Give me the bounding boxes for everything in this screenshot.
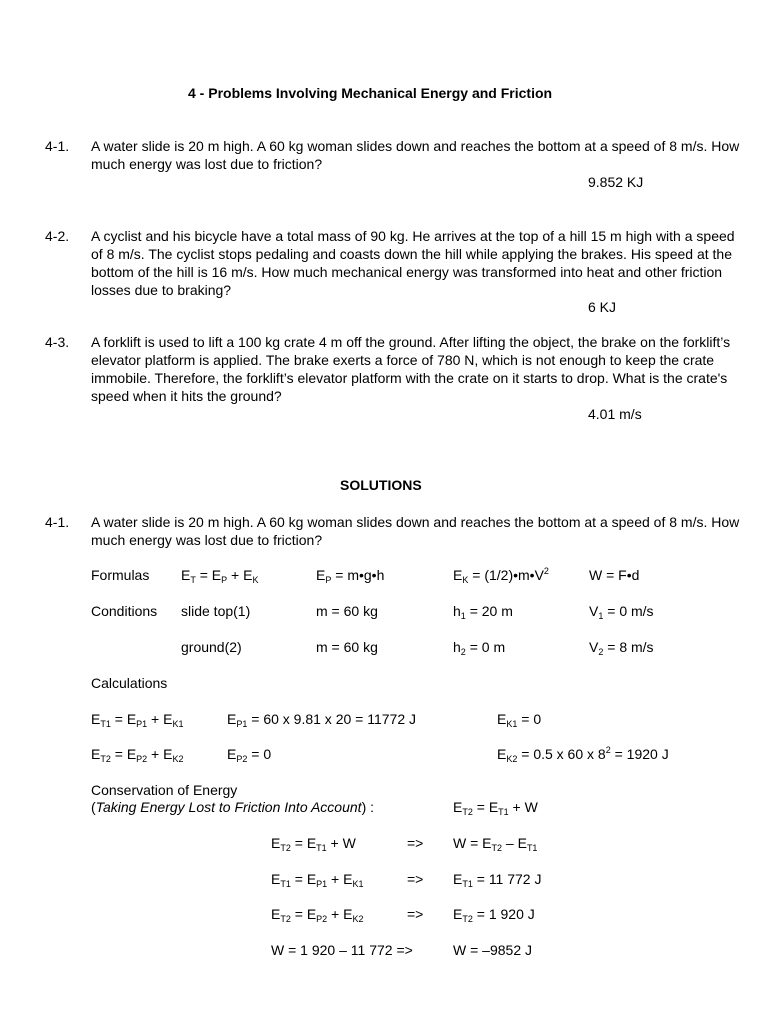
implies-arrow: => xyxy=(407,906,424,922)
derivation-right: $W = E_{T2} - E_{T1}$ xyxy=(453,835,538,853)
ep1-calculation: $E_{P1} = 60$ x 9.81 x 20 = 11772 J xyxy=(227,711,417,729)
problem-text: A cyclist and his bicycle have a total mass of 90 kg. He arrives at the top of a hill 15 m high with a speed of 8 m/s. The cyclist stops pedaling and coasts down the hill while applying the brakes. His speed at the bottom of the hill is 16 m/s. How much mechanical energy was transformed into heat and other friction losses due to braking? xyxy=(91,228,735,298)
derivation-right: $E_{T1} = 11$ 772 J xyxy=(453,871,542,889)
derivation-left: $E_{T2} = E_{P2} + E_{K2}$ xyxy=(271,906,364,924)
work-formula: W = F•d xyxy=(589,567,640,583)
solutions-heading: SOLUTIONS xyxy=(340,477,422,493)
et1-equation: $E_{T1} = E_{P1} + E_{K1}$ xyxy=(91,711,184,729)
problem-text: A water slide is 20 m high. A 60 kg woman slides down and reaches the bottom at a speed of 8 m/s. How much energy was lost due to friction? xyxy=(91,138,740,172)
problem-text: A forklift is used to lift a 100 kg crate 4 m off the ground. After lifting the object, the brake on the forklift’s elevator platform is applied. The brake exerts a force of 780 N, which is not enough to keep the crate immobile. Therefore, the forklift’s elevator platform with the crate on it starts to drop. What is the crate's speed when it hits the ground? xyxy=(91,334,731,404)
work-calculation: W = 1 920 – 11 772 => xyxy=(271,942,413,958)
page-title: 4 - Problems Involving Mechanical Energy and Friction xyxy=(188,85,553,101)
problem-number: 4-3. xyxy=(45,334,70,350)
implies-arrow: => xyxy=(407,871,424,887)
solution-problem-number: 4-1. xyxy=(45,514,70,530)
mass-condition: m = 60 kg xyxy=(316,639,378,655)
ek1-calculation: $E_{K1} = 0$ xyxy=(497,711,542,729)
et2-equation: $E_{T2} = E_{P2} + E_{K2}$ xyxy=(91,746,184,764)
slide-top-label: slide top(1) xyxy=(181,603,251,619)
total-energy-formula: $E_T = E_P + E_K$ xyxy=(181,567,259,585)
calculations-label: Calculations xyxy=(91,675,168,691)
height-condition: $h_1 = 20$ m xyxy=(453,603,513,621)
ek2-calculation: $E_{K2} = 0.5$ x 60 x $8^2 = 1920$ J xyxy=(497,745,669,764)
ep2-calculation: $E_{P2} = 0$ xyxy=(227,746,272,764)
ground-label: ground(2) xyxy=(181,639,242,655)
problem-number: 4-2. xyxy=(45,228,70,244)
derivation-left: $E_{T1} = E_{P1} + E_{K1}$ xyxy=(271,871,364,889)
speed-condition: $V_2 = 8$ m/s xyxy=(589,639,654,657)
conservation-equation: $E_{T2} = E_{T1} + W$ xyxy=(453,799,538,817)
conditions-label: Conditions xyxy=(91,603,158,619)
problem-number: 4-1. xyxy=(45,138,70,154)
solution-problem-text: A water slide is 20 m high. A 60 kg woman slides down and reaches the bottom at a speed of 8 m/s. How much energy was lost due to friction? xyxy=(91,514,740,548)
formulas-label: Formulas xyxy=(91,567,150,583)
height-condition: $h_2 = 0$ m xyxy=(453,639,506,657)
kinetic-energy-formula: $E_K$ = $(1/2)•m•V^2$ xyxy=(453,566,549,585)
conservation-note: (Taking Energy Lost to Friction Into Account) : xyxy=(91,799,375,815)
problem-answer: 4.01 m/s xyxy=(588,406,642,422)
problem-answer: 9.852 KJ xyxy=(588,174,644,190)
potential-energy-formula: $E_P$ = m•g•h xyxy=(316,567,385,585)
problem-answer: 6 KJ xyxy=(588,299,617,315)
conservation-label: Conservation of Energy xyxy=(91,782,238,798)
implies-arrow: => xyxy=(407,835,424,851)
work-result: W = –9852 J xyxy=(453,942,532,958)
derivation-right: $E_{T2} = 1$ 920 J xyxy=(453,906,535,924)
mass-condition: m = 60 kg xyxy=(316,603,378,619)
speed-condition: $V_1 = 0$ m/s xyxy=(589,603,654,621)
derivation-left: $E_{T2} = E_{T1} + W$ xyxy=(271,835,356,853)
